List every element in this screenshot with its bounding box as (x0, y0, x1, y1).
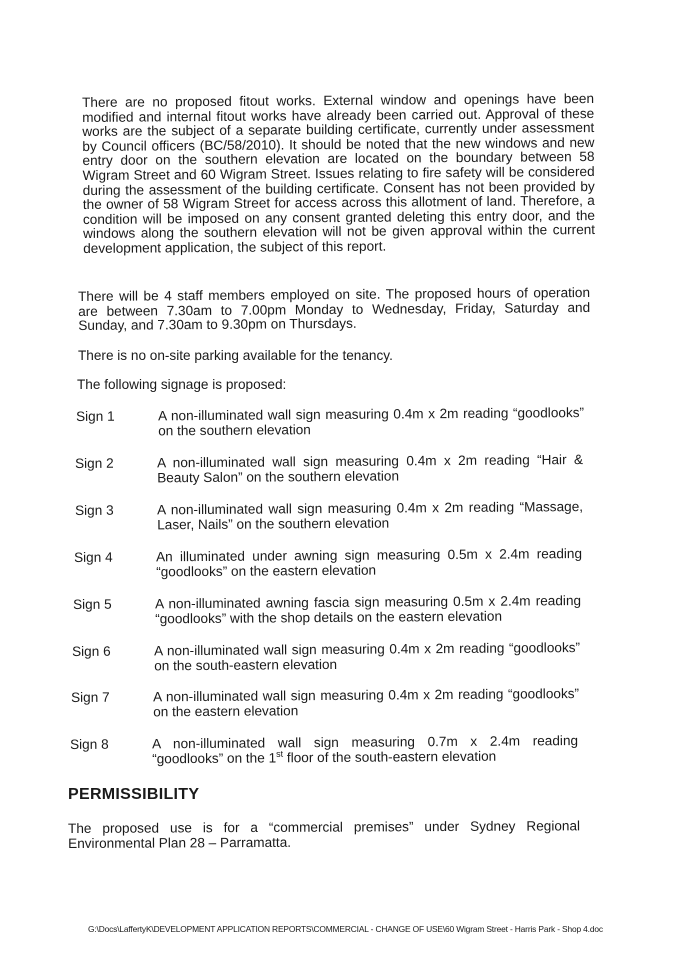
sign-item-2 (75, 453, 583, 486)
sign-text-start: A non-illuminated wall sign measuring 0.7m x 2.4m reading “goodlooks” on the 1 (151, 733, 579, 766)
sign-description: A non-illuminated wall sign measuring 0.4m x 2m reading “goodlooks” on the eastern elevation (152, 686, 580, 719)
staff-hours-paragraph: There will be 4 staff members employed on site. The proposed hours of operation are between 7.30am to 7.00pm Monday to Wednesday, Friday, Saturday and Sunday, and 7.30am to 9.30pm on Thursdays. (77, 284, 591, 334)
ordinal-superscript: st (276, 748, 284, 759)
sign-label: Sign 3 (74, 502, 114, 518)
parking-paragraph: There is no on-site parking available for the tenancy. (78, 348, 393, 363)
sign-item-1 (76, 406, 584, 439)
sign-item-8 (70, 734, 578, 767)
sign-label: Sign 7 (70, 689, 110, 705)
permissibility-heading: PERMISSIBILITY (68, 786, 200, 803)
sign-label: Sign 1 (75, 408, 115, 424)
sign-description: A non-illuminated wall sign measuring 0.4m x 2m reading “goodlooks” on the south-eastern elevation (153, 640, 581, 673)
sign-text-end: floor of the south-eastern elevation (283, 748, 497, 765)
sign-label: Sign 8 (69, 736, 109, 752)
sign-item-4 (74, 547, 582, 580)
sign-item-5 (73, 594, 581, 627)
sign-description: An illuminated under awning sign measuring 0.5m x 2.4m reading “goodlooks” on the eastern elevation (155, 546, 583, 579)
sign-item-7 (71, 687, 579, 720)
fitout-paragraph: There are no proposed fitout works. External window and openings have been modified and internal fitout works have already been carried out. Approval of these works are the subject of a separate building certificate, currently under assessment by Council officers (BC/58/2010). It should be noted that the new windows and new entry door on the southern elevation are located on the boundary between 58 Wigram Street and 60 Wigram Street. Issues relating to fire safety will be considered during the assessment of the building certificate. Consent has not been provided by the owner of 58 Wigram Street for access across this allotment of land. Therefore, a condition will be imposed on any consent granted deleting this entry door, and the windows along the southern elevation will not be given approval within the current development application, the subject of this report. (81, 90, 596, 256)
sign-description: A non-illuminated wall sign measuring 0.4m x 2m reading “goodlooks” on the southern elevation (157, 405, 585, 438)
sign-description (152, 734, 578, 767)
file-path-footer: G:\Docs\LaffertyK\DEVELOPMENT APPLICATION REPORTS\COMMERCIAL - CHANGE OF USE\60 Wigram Street - Harris Park - Shop 4.doc (88, 924, 603, 934)
sign-label: Sign 6 (71, 643, 111, 659)
sign-description: A non-illuminated wall sign measuring 0.4m x 2m reading “Massage, Laser, Nails” on the southern elevation (156, 499, 584, 532)
sign-description: A non-illuminated wall sign measuring 0.4m x 2m reading “Hair & Beauty Salon” on the southern elevation (156, 452, 584, 485)
sign-description: A non-illuminated awning fascia sign measuring 0.5m x 2.4m reading “goodlooks” with the shop details on the eastern elevation (154, 593, 582, 626)
sign-item-6 (72, 641, 580, 674)
sign-label: Sign 4 (73, 549, 113, 565)
sign-label: Sign 5 (72, 596, 112, 612)
permissibility-paragraph: The proposed use is for a “commercial premises” under Sydney Regional Environmental Plan 28 – Parramatta. (67, 818, 581, 851)
sign-item-3 (75, 500, 583, 533)
signage-intro-paragraph: The following signage is proposed: (77, 377, 287, 392)
sign-label: Sign 2 (74, 455, 114, 471)
